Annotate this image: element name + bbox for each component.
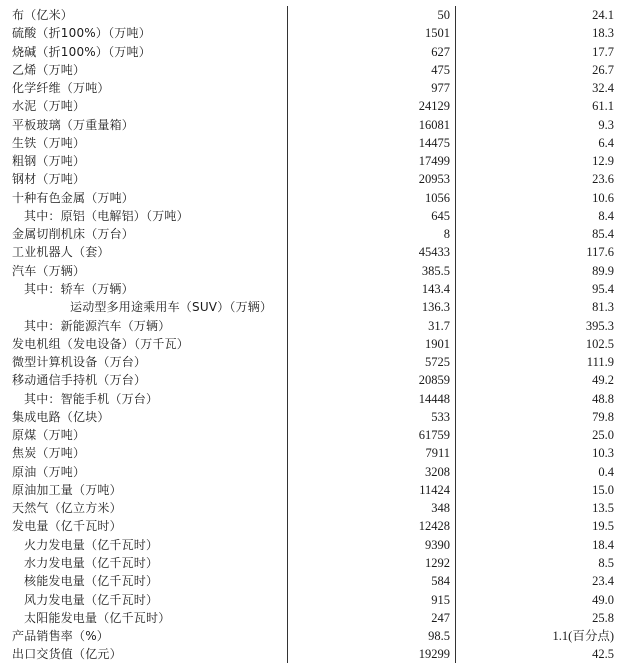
product-name: 粗钢（万吨） <box>12 154 86 169</box>
growth-rate: 49.0 <box>592 592 614 607</box>
growth-rate: 18.4 <box>592 537 614 552</box>
table-row <box>0 134 636 152</box>
output-value: 533 <box>431 409 450 424</box>
growth-rate: 19.5 <box>592 519 614 534</box>
growth-rate: 9.3 <box>598 117 614 132</box>
growth-rate: 395.3 <box>585 318 614 333</box>
product-name: 核能发电量（亿千瓦时） <box>24 574 159 589</box>
product-name: 焦炭（万吨） <box>12 446 86 461</box>
table-row <box>0 554 636 572</box>
growth-rate: 48.8 <box>592 391 614 406</box>
output-value: 136.3 <box>421 300 450 315</box>
growth-rate: 79.8 <box>592 409 614 424</box>
statistics-table <box>0 6 636 664</box>
table-row <box>0 170 636 188</box>
table-row <box>0 572 636 590</box>
table-row <box>0 499 636 517</box>
table-row <box>0 627 636 645</box>
growth-rate: 23.6 <box>592 172 614 187</box>
growth-rate: 8.4 <box>598 208 614 223</box>
product-name: 其中：轿车（万辆） <box>24 281 134 296</box>
output-value: 1501 <box>425 26 450 41</box>
table-row <box>0 517 636 535</box>
product-name: 工业机器人（套） <box>12 245 110 260</box>
growth-rate: 42.5 <box>592 647 614 662</box>
table-row <box>0 463 636 481</box>
growth-rate: 25.8 <box>592 610 614 625</box>
growth-rate: 81.3 <box>592 300 614 315</box>
table-row <box>0 408 636 426</box>
product-name: 风力发电量（亿千瓦时） <box>24 592 159 607</box>
product-name: 其中：原铝（电解铝）（万吨） <box>24 208 189 223</box>
output-value: 247 <box>431 610 450 625</box>
product-name: 集成电路（亿块） <box>12 409 110 424</box>
output-value: 45433 <box>418 245 450 260</box>
table-row <box>0 536 636 554</box>
growth-rate: 95.4 <box>592 281 614 296</box>
product-name: 运动型多用途乘用车（SUV）（万辆） <box>70 300 273 315</box>
output-value: 98.5 <box>428 629 450 644</box>
output-value: 584 <box>431 574 450 589</box>
product-name: 金属切削机床（万台） <box>12 227 135 242</box>
growth-rate: 25.0 <box>592 428 614 443</box>
table-row <box>0 280 636 298</box>
product-name: 原油（万吨） <box>12 464 86 479</box>
table-row <box>0 444 636 462</box>
product-name: 其中：智能手机（万台） <box>24 391 159 406</box>
output-value: 348 <box>431 501 450 516</box>
table-row <box>0 207 636 225</box>
output-value: 11424 <box>419 482 450 497</box>
output-value: 5725 <box>425 355 450 370</box>
growth-rate: 24.1 <box>592 8 614 22</box>
table-row <box>0 371 636 389</box>
output-value: 645 <box>431 208 450 223</box>
output-value: 627 <box>431 44 450 59</box>
product-name: 平板玻璃（万重量箱） <box>12 117 135 132</box>
table-row <box>0 43 636 61</box>
table-row <box>0 116 636 134</box>
product-name: 移动通信手持机（万台） <box>12 373 147 388</box>
growth-rate: 26.7 <box>592 62 614 77</box>
table-row <box>0 353 636 371</box>
table-row <box>0 317 636 335</box>
growth-rate: 8.5 <box>598 555 614 570</box>
growth-rate: 49.2 <box>592 373 614 388</box>
table-row <box>0 335 636 353</box>
table-row <box>0 591 636 609</box>
growth-rate: 10.6 <box>592 190 614 205</box>
product-name: 汽车（万辆） <box>12 263 86 278</box>
product-name: 天然气（亿立方米） <box>12 501 122 516</box>
product-name: 太阳能发电量（亿千瓦时） <box>24 610 171 625</box>
growth-rate: 32.4 <box>592 81 614 96</box>
output-value: 143.4 <box>421 281 450 296</box>
growth-rate: 61.1 <box>592 99 614 114</box>
output-value: 17499 <box>418 154 450 169</box>
product-name: 微型计算机设备（万台） <box>12 355 147 370</box>
output-value: 9390 <box>425 537 450 552</box>
output-value: 12428 <box>418 519 450 534</box>
growth-rate: 6.4 <box>598 135 614 150</box>
table-row <box>0 189 636 207</box>
product-name: 钢材（万吨） <box>12 172 86 187</box>
output-value: 7911 <box>425 446 450 461</box>
growth-rate: 15.0 <box>592 482 614 497</box>
growth-rate: 12.9 <box>592 154 614 169</box>
product-name: 产品销售率（%） <box>12 629 110 644</box>
product-name: 布（亿米） <box>12 8 74 22</box>
product-name: 原煤（万吨） <box>12 428 86 443</box>
table-row <box>0 645 636 663</box>
output-value: 61759 <box>418 428 450 443</box>
product-name: 乙烯（万吨） <box>12 62 86 77</box>
table-row <box>0 243 636 261</box>
growth-rate: 102.5 <box>585 336 614 351</box>
product-name: 水力发电量（亿千瓦时） <box>24 555 159 570</box>
table-row <box>0 390 636 408</box>
product-name: 其中：新能源汽车（万辆） <box>24 318 171 333</box>
output-value: 3208 <box>425 464 450 479</box>
output-value: 50 <box>437 8 450 22</box>
table-row <box>0 152 636 170</box>
output-value: 1292 <box>425 555 450 570</box>
product-name: 出口交货值（亿元） <box>12 647 122 662</box>
growth-rate: 89.9 <box>592 263 614 278</box>
product-name: 烧碱（折100%）（万吨） <box>12 44 151 59</box>
product-name: 发电量（亿千瓦时） <box>12 519 122 534</box>
product-name: 十种有色金属（万吨） <box>12 190 135 205</box>
table-row <box>0 298 636 316</box>
table-row <box>0 481 636 499</box>
table-row <box>0 97 636 115</box>
product-name: 火力发电量（亿千瓦时） <box>24 537 159 552</box>
output-value: 14475 <box>418 135 450 150</box>
output-value: 19299 <box>418 647 450 662</box>
output-value: 14448 <box>418 391 450 406</box>
table-row <box>0 426 636 444</box>
growth-rate: 23.4 <box>592 574 614 589</box>
column-divider-value <box>287 6 288 663</box>
product-name: 生铁（万吨） <box>12 135 86 150</box>
column-divider-growth <box>455 6 456 663</box>
growth-rate: 13.5 <box>592 501 614 516</box>
product-name: 水泥（万吨） <box>12 99 86 114</box>
table-row <box>0 609 636 627</box>
output-value: 475 <box>431 62 450 77</box>
table-row <box>0 79 636 97</box>
growth-rate: 0.4 <box>598 464 614 479</box>
output-value: 915 <box>431 592 450 607</box>
table-row <box>0 225 636 243</box>
table-row <box>0 262 636 280</box>
growth-rate: 117.6 <box>586 245 614 260</box>
output-value: 20953 <box>418 172 450 187</box>
growth-rate: 10.3 <box>592 446 614 461</box>
output-value: 977 <box>431 81 450 96</box>
growth-rate: 111.9 <box>586 355 614 370</box>
output-value: 385.5 <box>421 263 450 278</box>
output-value: 20859 <box>418 373 450 388</box>
product-name: 化学纤维（万吨） <box>12 81 110 96</box>
table-row <box>0 24 636 42</box>
growth-rate: 1.1(百分点) <box>552 629 614 644</box>
growth-rate: 85.4 <box>592 227 614 242</box>
product-name: 原油加工量（万吨） <box>12 482 122 497</box>
table-row <box>0 6 636 24</box>
table-row <box>0 61 636 79</box>
growth-rate: 17.7 <box>592 44 614 59</box>
output-value: 31.7 <box>428 318 450 333</box>
output-value: 24129 <box>418 99 450 114</box>
growth-rate: 18.3 <box>592 26 614 41</box>
output-value: 1901 <box>425 336 450 351</box>
output-value: 8 <box>443 227 450 242</box>
output-value: 16081 <box>418 117 450 132</box>
output-value: 1056 <box>425 190 450 205</box>
product-name: 硫酸（折100%）（万吨） <box>12 26 151 41</box>
product-name: 发电机组（发电设备）（万千瓦） <box>12 336 190 351</box>
